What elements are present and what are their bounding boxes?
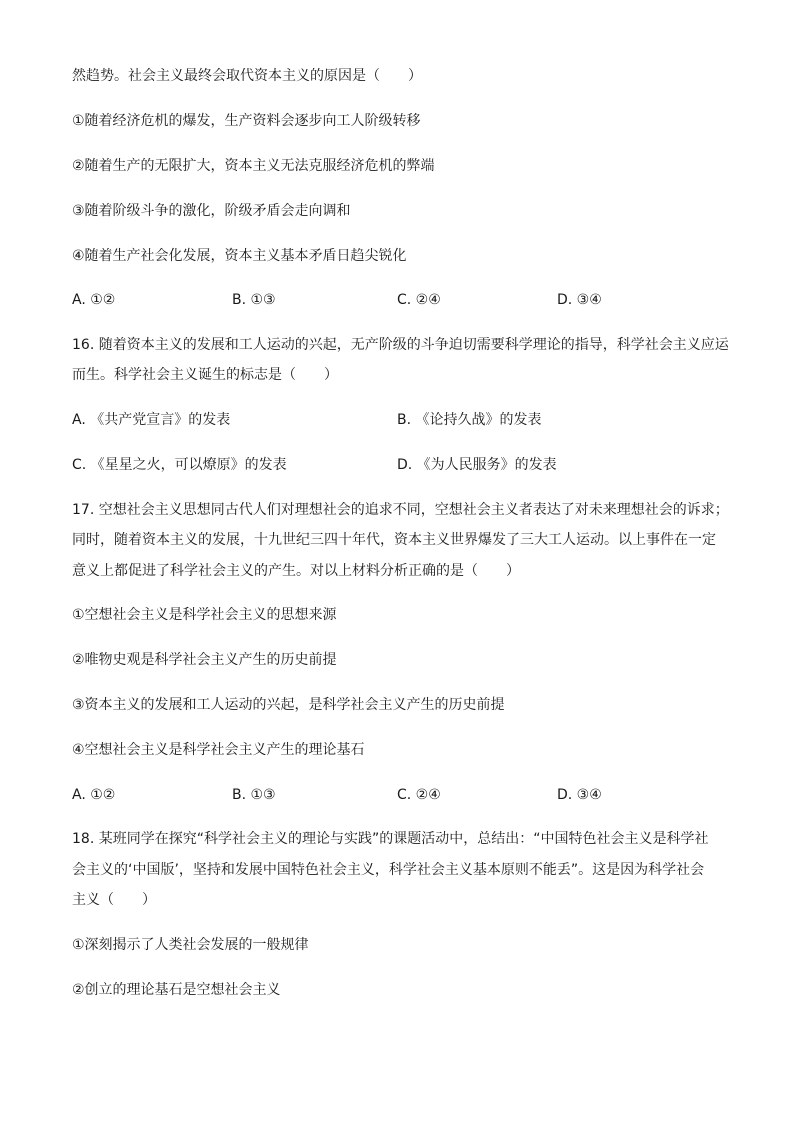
- q16-stem-line-2: 而生。科学社会主义诞生的标志是（ ）: [72, 367, 338, 383]
- q17-stem-line-2: 同时，随着资本主义的发展，十九世纪三四十年代，资本主义世界爆发了三大工人运动。以上事件在一定: [72, 532, 716, 548]
- q17-stem-line-1: 17. 空想社会主义思想同古代人们对理想社会的追求不同，空想社会主义者表达了对未来理想社会的诉求；: [72, 502, 729, 518]
- q16-option-a: A. 《共产党宣言》的发表: [72, 412, 231, 428]
- q16-stem-line-1: 16. 随着资本主义的发展和工人运动的兴起，无产阶级的斗争迫切需要科学理论的指导，科学社会主义应运: [72, 337, 729, 353]
- q16-option-c: C. 《星星之火，可以燎原》的发表: [72, 457, 287, 473]
- q17-option-a: A. ①②: [72, 787, 116, 803]
- q17-item-1: ①空想社会主义是科学社会主义的思想来源: [72, 607, 337, 623]
- q17-item-3: ③资本主义的发展和工人运动的兴起，是科学社会主义产生的历史前提: [72, 697, 505, 713]
- q15-option-a: A. ①②: [72, 292, 116, 308]
- q16-option-b: B. 《论持久战》的发表: [397, 412, 542, 428]
- q17-option-d: D. ③④: [557, 787, 602, 803]
- q18-item-1: ①深刻揭示了人类社会发展的一般规律: [72, 937, 309, 953]
- q15-item-3: ③随着阶级斗争的激化，阶级矛盾会走向调和: [72, 203, 351, 219]
- q16-option-d: D. 《为人民服务》的发表: [397, 457, 557, 473]
- q17-option-b: B. ①③: [232, 787, 276, 803]
- q18-item-2: ②创立的理论基石是空想社会主义: [72, 982, 281, 998]
- q17-option-c: C. ②④: [397, 787, 441, 803]
- q18-stem-line-3: 主义（ ）: [72, 892, 156, 908]
- q15-item-1: ①随着经济危机的爆发，生产资料会逐步向工人阶级转移: [72, 113, 421, 129]
- q18-stem-line-2: 会主义的‘中国版’，坚持和发展中国特色社会主义，科学社会主义基本原则不能丢”。这是因为科学社会: [72, 862, 705, 878]
- q15-stem-tail: 然趋势。社会主义最终会取代资本主义的原因是（ ）: [72, 68, 422, 84]
- q17-item-2: ②唯物史观是科学社会主义产生的历史前提: [72, 652, 337, 668]
- q15-item-4: ④随着生产社会化发展，资本主义基本矛盾日趋尖锐化: [72, 248, 407, 264]
- q17-item-4: ④空想社会主义是科学社会主义产生的理论基石: [72, 742, 365, 758]
- q15-option-c: C. ②④: [397, 292, 441, 308]
- q17-stem-line-3: 意义上都促进了科学社会主义的产生。对以上材料分析正确的是（ ）: [72, 563, 520, 579]
- q15-item-2: ②随着生产的无限扩大，资本主义无法克服经济危机的弊端: [72, 158, 435, 174]
- q15-option-b: B. ①③: [232, 292, 276, 308]
- q18-stem-line-1: 18. 某班同学在探究“科学社会主义的理论与实践”的课题活动中，总结出：“中国特色社会主义是科学社: [72, 831, 709, 847]
- q15-option-d: D. ③④: [557, 292, 602, 308]
